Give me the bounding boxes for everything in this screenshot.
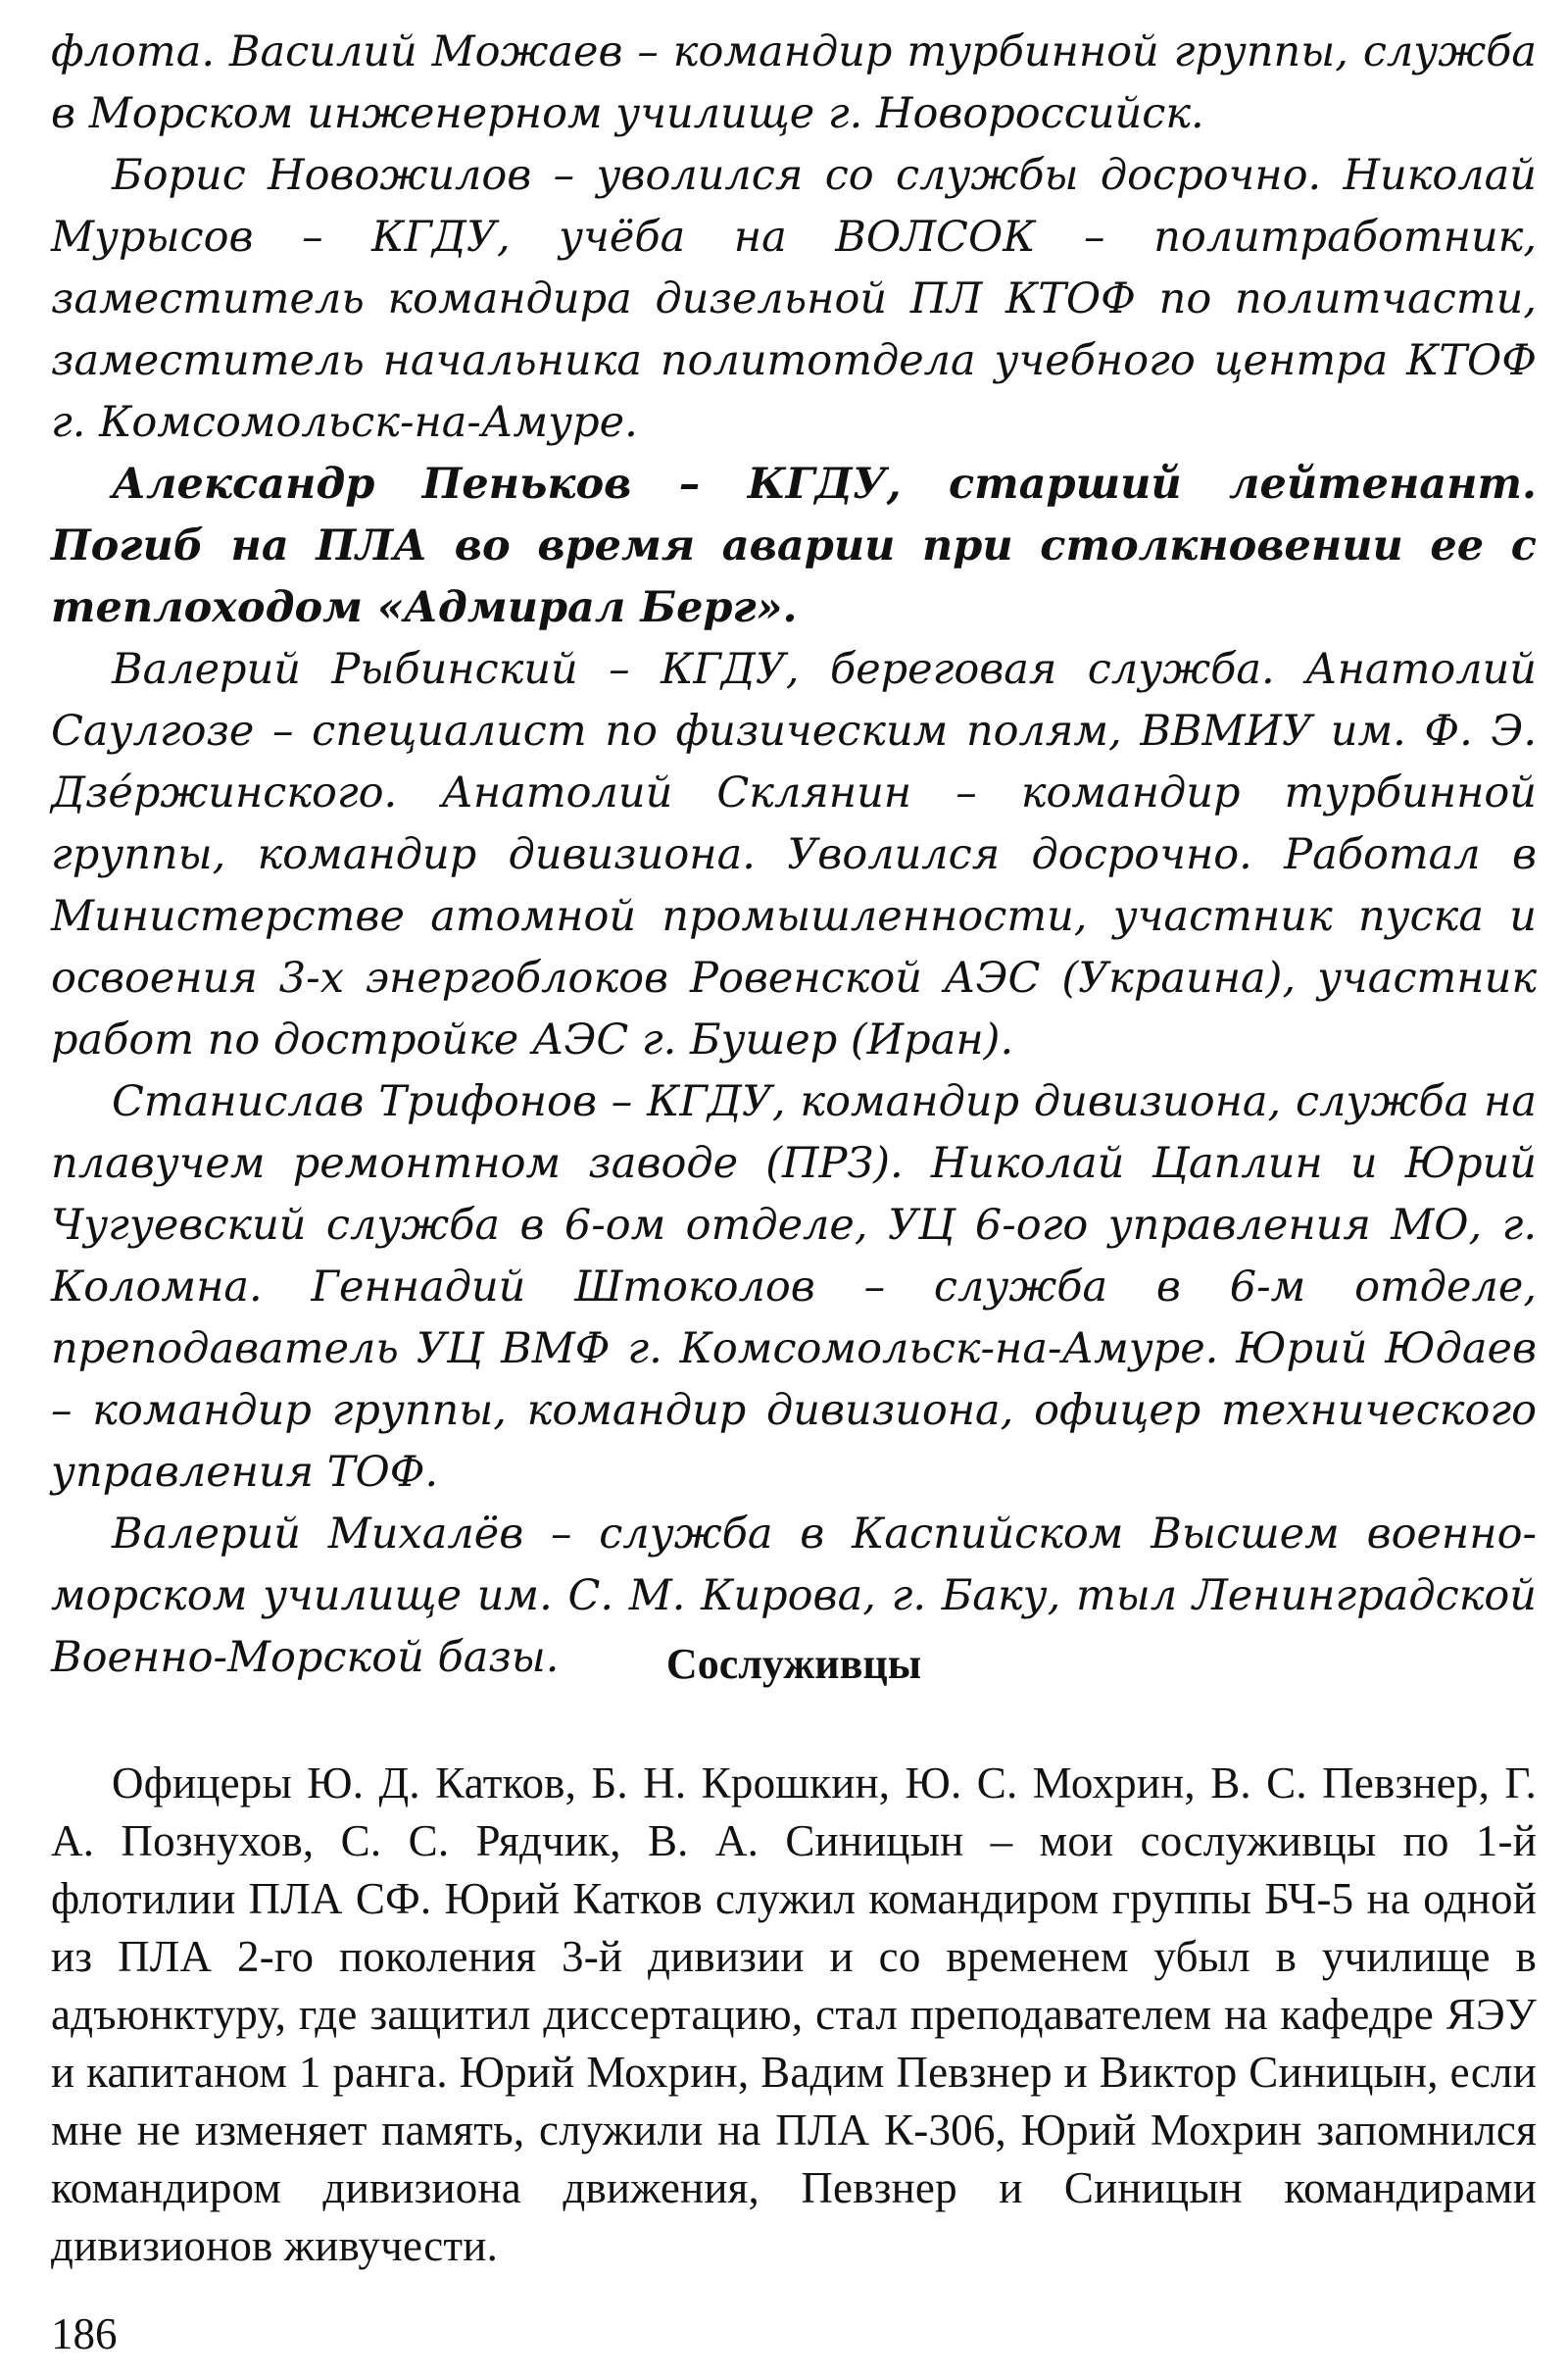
paragraph-mozhaev: флота. Василий Можаев – командир турбинной группы, служба в Морском инженерном училище г. Новороссийск. <box>51 27 1537 138</box>
section-title: Сослуживцы <box>665 1640 922 1688</box>
paragraph-penkov: Александр Пеньков – КГДУ, старший лейтенант. Погиб на ПЛА во время аварии при столкновении ее с теплоходом «Адмирал Берг». <box>51 460 1537 632</box>
paragraph-mikhalev: Валерий Михалёв – служба в Каспийском Высшем военно-морском училище им. С. М. Кирова, г. Баку, тыл Ленинградской Военно-Морской базы. <box>51 1510 1537 1682</box>
paragraph-novozhilov: Борис Новожилов – уволился со службы досрочно. Николай Мурысов – КГДУ, учёба на ВОЛСОК – политработник, заместитель командира дизельной ПЛ КТОФ по политчасти, заместитель начальника политотдела учебного центра КТОФ г. Комсомольск-на-Амуре. <box>51 151 1537 447</box>
paragraph-colleagues: Офицеры Ю. Д. Катков, Б. Н. Крошкин, Ю. С. Мохрин, В. С. Певзнер, Г. А. Познухов, С. С. Рядчик, В. А. Синицын – мои сослуживцы по 1-й флотилии ПЛА СФ. Юрий Катков служил командиром группы БЧ-5 на одной из ПЛА 2-го поколения 3-й дивизии и со временем убыл в училище в адъюнктуру, где защитил диссертацию, стал преподавателем на кафедре ЯЭУ и капитаном 1 ранга. Юрий Мохрин, Вадим Певзнер и Виктор Синицын, если мне не изменяет память, служили на ПЛА К-306, Юрий Мохрин запомнился командиром дивизиона движения, Певзнер и Синицын командирами дивизионов живучести. <box>51 1758 1537 2270</box>
biography-list <box>51 22 1537 1689</box>
paragraph-rybinsky: Валерий Рыбинский – КГДУ, береговая служба. Анатолий Саулгозе – специалист по физическим полям, ВВМИУ им. Ф. Э. Дзе́ржинского. Анатолий Склянин – командир турбинной группы, командир дивизиона. Уволился досрочно. Работал в Министерстве атомной промышленности, участник пуска и освоения 3-х энергоблоков Ровенской АЭС (Украина), участник работ по достройке АЭС г. Бушер (Иран). <box>51 645 1537 1065</box>
section-body <box>51 1755 1537 2275</box>
paragraph-trifonov: Станислав Трифонов – КГДУ, командир дивизиона, служба на плавучем ремонтном заводе (ПРЗ). Николай Цаплин и Юрий Чугуевский служба в 6-ом отделе, УЦ 6-ого управления МО, г. Коломна. Геннадий Штоколов – служба в 6-м отделе, преподаватель УЦ ВМФ г. Комсомольск-на-Амуре. Юрий Юдаев – командир группы, командир дивизиона, офицер технического управления ТОФ. <box>51 1077 1537 1497</box>
page-number: 186 <box>51 2309 118 2358</box>
